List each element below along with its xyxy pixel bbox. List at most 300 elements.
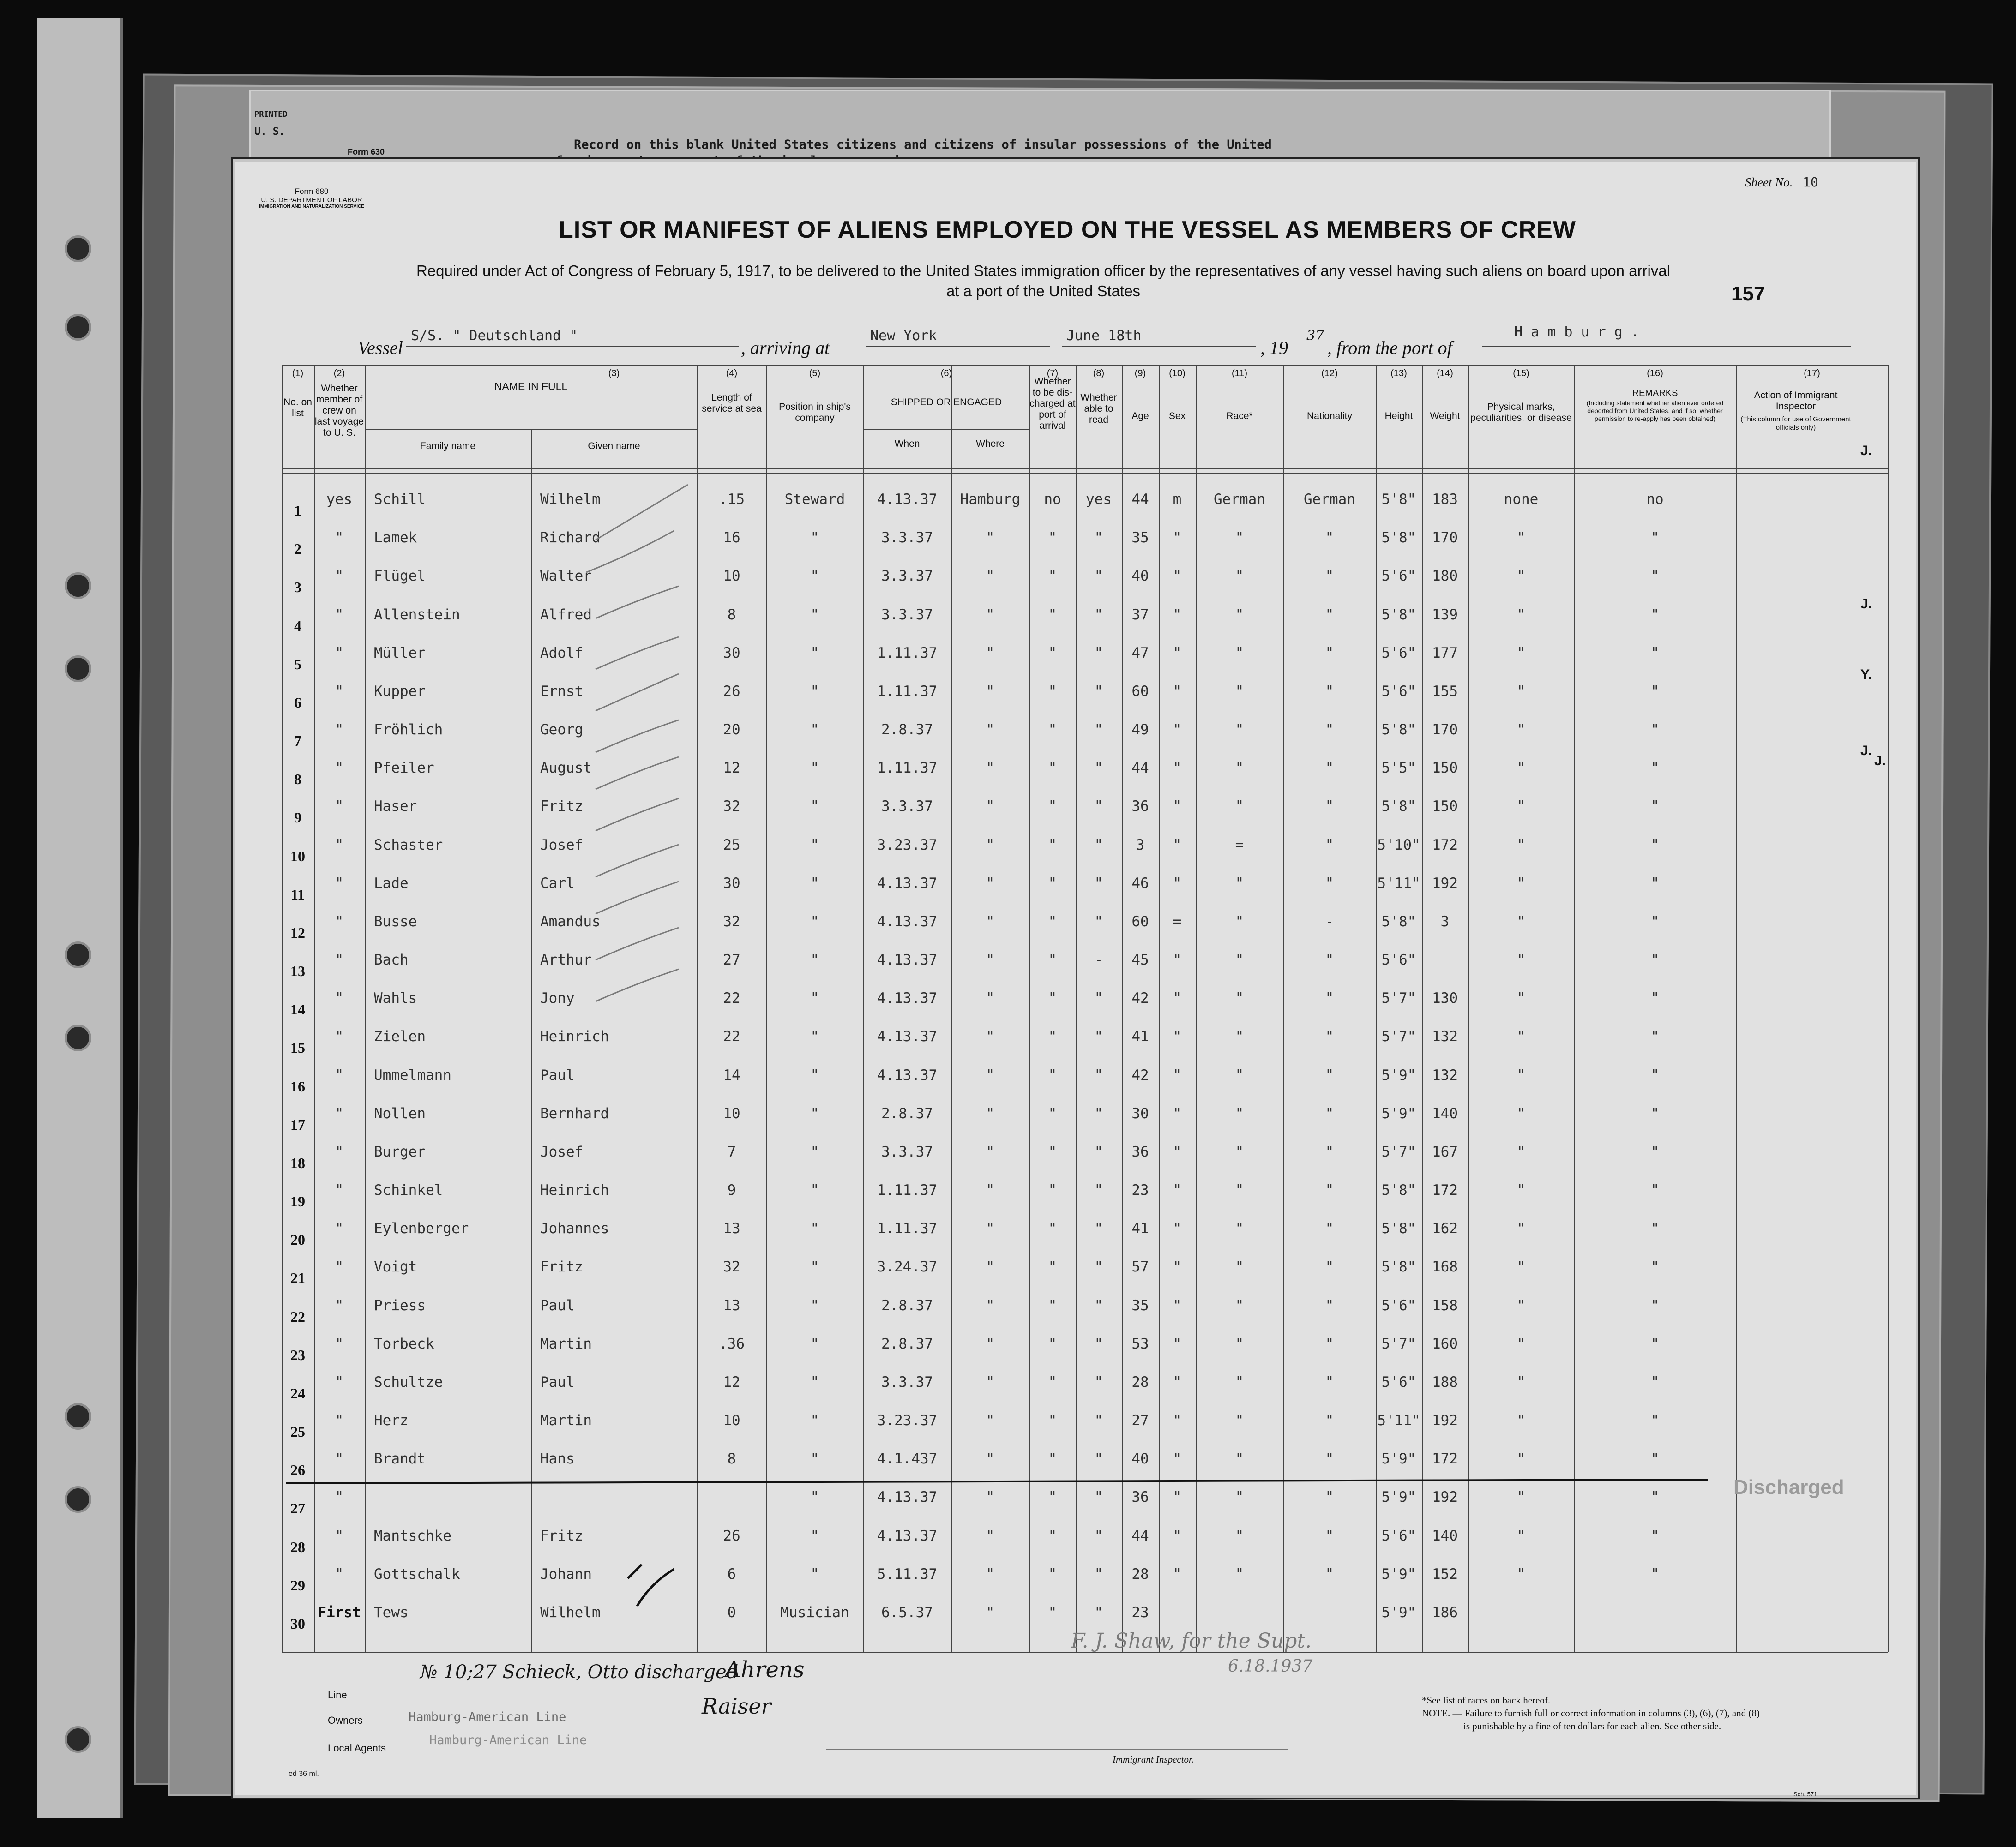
from-port-label: , from the port of <box>1327 337 1452 358</box>
cell-position: " <box>810 1373 819 1391</box>
cell-crew: " <box>335 1143 344 1160</box>
cell-remarks: " <box>1650 1565 1660 1583</box>
cell-height: 5'8" <box>1381 491 1416 508</box>
row-number: 24 <box>290 1385 305 1402</box>
cell-nat: " <box>1325 1259 1334 1276</box>
cell-crew: " <box>335 1335 344 1352</box>
cell-age: 40 <box>1131 568 1149 585</box>
cell-age: 42 <box>1131 1067 1149 1084</box>
sheet-no-value: 10 <box>1803 174 1818 190</box>
cell-nat: " <box>1325 1105 1334 1122</box>
cell-sex: " <box>1173 1143 1182 1160</box>
back-printed-label: PRINTED <box>254 110 288 119</box>
cell-given: Martin <box>540 1335 592 1352</box>
cell-sex: " <box>1173 1105 1182 1122</box>
cell-read: " <box>1094 1259 1103 1276</box>
row-number: 5 <box>294 655 301 672</box>
ink-tick-mark <box>623 1555 679 1611</box>
cell-position: " <box>810 529 819 546</box>
cell-marks: " <box>1517 606 1526 623</box>
cell-disch: " <box>1048 875 1057 892</box>
header-able-to-read: Whether able to read <box>1080 392 1117 425</box>
cell-crew: " <box>335 1105 344 1122</box>
cell-where: " <box>986 1028 995 1045</box>
cell-remarks: " <box>1650 836 1660 853</box>
cell-given: Fritz <box>540 1527 584 1544</box>
cell-weight: 132 <box>1432 1028 1458 1045</box>
cell-when: 4.13.37 <box>877 875 938 892</box>
cell-read: " <box>1094 683 1103 700</box>
cell-nat: - <box>1325 913 1334 930</box>
cell-height: 5'6" <box>1381 644 1416 661</box>
cell-sex: " <box>1173 529 1182 546</box>
row-number: 29 <box>290 1577 305 1594</box>
cell-crew: " <box>335 760 344 777</box>
cell-age: 27 <box>1131 1412 1149 1429</box>
cell-given: Hans <box>540 1451 575 1468</box>
column-number: (16) <box>1647 368 1663 378</box>
cell-position: " <box>810 952 819 969</box>
cell-family: Schultze <box>374 1373 443 1391</box>
cell-disch: " <box>1048 683 1057 700</box>
cell-position: " <box>810 1143 819 1160</box>
cell-height: 5'9" <box>1381 1489 1416 1506</box>
cell-read: " <box>1094 1451 1103 1468</box>
binder-hole <box>65 235 91 262</box>
cell-service: 10 <box>723 1105 740 1122</box>
cell-given: Fritz <box>540 798 584 815</box>
cell-marks: " <box>1517 1182 1526 1199</box>
row-number: 16 <box>290 1078 305 1095</box>
cell-read: " <box>1094 1527 1103 1544</box>
cell-given: Richard <box>540 529 601 546</box>
row-number: 12 <box>290 924 305 941</box>
cell-position: " <box>810 1335 819 1352</box>
cell-read: yes <box>1086 491 1112 508</box>
column-number: (10) <box>1169 368 1186 378</box>
column-number: (1) <box>292 368 304 378</box>
cell-sex: " <box>1173 1373 1182 1391</box>
header-family-name: Family name <box>420 441 476 451</box>
pencil-tick <box>596 882 679 914</box>
cell-disch: " <box>1048 1259 1057 1276</box>
cell-race: " <box>1235 1143 1244 1160</box>
cell-age: 45 <box>1131 952 1149 969</box>
cell-nat: " <box>1325 1527 1334 1544</box>
cell-race: " <box>1235 760 1244 777</box>
cell-when: 1.11.37 <box>877 644 938 661</box>
header-inspector-note: (This column for use of Government officials only) <box>1740 415 1851 432</box>
cell-sex: " <box>1173 1028 1182 1045</box>
cell-crew: yes <box>326 491 352 508</box>
cell-crew: " <box>335 1489 344 1506</box>
cell-nat: " <box>1325 1220 1334 1237</box>
cell-service: 22 <box>723 1028 740 1045</box>
cell-marks: " <box>1517 1451 1526 1468</box>
cell-crew: " <box>335 1412 344 1429</box>
cell-where: " <box>986 529 995 546</box>
cell-sex: " <box>1173 1067 1182 1084</box>
cell-service: 9 <box>727 1182 736 1199</box>
cell-when: 4.13.37 <box>877 1067 938 1084</box>
cell-when: 3.3.37 <box>881 568 933 585</box>
cell-race: " <box>1235 1451 1244 1468</box>
cell-where: " <box>986 1604 995 1621</box>
cell-crew: " <box>335 798 344 815</box>
margin-mark: J. <box>1860 743 1872 758</box>
cell-when: 1.11.37 <box>877 683 938 700</box>
owners-value: Hamburg-American Line <box>409 1710 566 1724</box>
column-rule <box>282 365 283 1652</box>
cell-read: " <box>1094 529 1103 546</box>
cell-position: " <box>810 1220 819 1237</box>
cell-sex: " <box>1173 1527 1182 1544</box>
cell-when: 4.13.37 <box>877 1527 938 1544</box>
cell-sex: " <box>1173 644 1182 661</box>
cell-sex: " <box>1173 568 1182 585</box>
cell-disch: no <box>1044 491 1061 508</box>
row-number: 30 <box>290 1615 305 1632</box>
cell-crew: " <box>335 683 344 700</box>
cell-service: 7 <box>727 1143 736 1160</box>
cell-disch: " <box>1048 1335 1057 1352</box>
row-number: 13 <box>290 963 305 980</box>
cell-weight: 172 <box>1432 1451 1458 1468</box>
cell-position: Steward <box>784 491 845 508</box>
cell-where: " <box>986 1451 995 1468</box>
cell-position: " <box>810 836 819 853</box>
cell-race: " <box>1235 1259 1244 1276</box>
cell-sex: " <box>1173 836 1182 853</box>
cell-weight: 150 <box>1432 798 1458 815</box>
cell-family: Mantschke <box>374 1527 451 1544</box>
cell-race: " <box>1235 1412 1244 1429</box>
cell-race: " <box>1235 913 1244 930</box>
row-27-strikethrough <box>286 1479 1708 1484</box>
cell-service: 12 <box>723 760 740 777</box>
cell-remarks: " <box>1650 1220 1660 1237</box>
cell-race: " <box>1235 1182 1244 1199</box>
cell-crew: " <box>335 875 344 892</box>
cell-remarks: " <box>1650 875 1660 892</box>
header-length-of-service: Length of service at sea <box>702 392 762 414</box>
row-number: 19 <box>290 1193 305 1210</box>
column-rule <box>1574 365 1575 1652</box>
cell-service: 14 <box>723 1067 740 1084</box>
cell-nat: " <box>1325 760 1334 777</box>
header-position: Position in ship's company <box>779 402 851 423</box>
column-number: (13) <box>1390 368 1407 378</box>
cell-weight: 180 <box>1432 568 1458 585</box>
cell-given: Adolf <box>540 644 584 661</box>
cell-when: 4.13.37 <box>877 1489 938 1506</box>
cell-given: Paul <box>540 1373 575 1391</box>
cell-where: " <box>986 644 995 661</box>
header-when: When <box>894 438 920 449</box>
header-no-on-list: No. on list <box>283 397 312 419</box>
cell-weight: 172 <box>1432 1182 1458 1199</box>
cell-where: " <box>986 1489 995 1506</box>
cell-marks: " <box>1517 568 1526 585</box>
cell-nat: " <box>1325 644 1334 661</box>
row-number: 27 <box>290 1500 305 1517</box>
row-number: 3 <box>294 579 301 596</box>
cell-crew: " <box>335 1527 344 1544</box>
cell-crew: First <box>318 1604 361 1621</box>
cell-position: " <box>810 1105 819 1122</box>
row-number: 8 <box>294 771 301 788</box>
header-remarks-note: (Including statement whether alien ever ordered deported from United States, and if so, whether permission to re-apply has been obtained) <box>1586 399 1724 422</box>
cell-sex: m <box>1173 491 1182 508</box>
back-us-label: U. S. <box>254 126 285 138</box>
cell-age: 57 <box>1131 1259 1149 1276</box>
cell-remarks: " <box>1650 1489 1660 1506</box>
cell-marks: " <box>1517 1527 1526 1544</box>
cell-marks: " <box>1517 529 1526 546</box>
column-number: (5) <box>809 368 821 378</box>
cell-where: " <box>986 760 995 777</box>
back-form-number: Form 630 <box>347 147 385 156</box>
cell-remarks: " <box>1650 760 1660 777</box>
cell-height: 5'8" <box>1381 1259 1416 1276</box>
cell-read: " <box>1094 1335 1103 1352</box>
cell-age: 30 <box>1131 1105 1149 1122</box>
cell-sex: " <box>1173 760 1182 777</box>
cell-family: Tews <box>374 1604 409 1621</box>
cell-where: " <box>986 1527 995 1544</box>
cell-where: " <box>986 683 995 700</box>
cell-age: 44 <box>1131 491 1149 508</box>
cell-family: Flügel <box>374 568 426 585</box>
cell-crew: " <box>335 606 344 623</box>
cell-marks: none <box>1504 491 1539 508</box>
cell-marks: " <box>1517 1105 1526 1122</box>
cell-height: 5'9" <box>1381 1451 1416 1468</box>
cell-nat: " <box>1325 1373 1334 1391</box>
cell-age: 28 <box>1131 1373 1149 1391</box>
cell-read: " <box>1094 606 1103 623</box>
cell-race: " <box>1235 875 1244 892</box>
cell-remarks: " <box>1650 1259 1660 1276</box>
cell-nat: " <box>1325 721 1334 738</box>
pencil-tick-marks <box>568 480 716 1061</box>
cell-weight: 167 <box>1432 1143 1458 1160</box>
form-department: U. S. DEPARTMENT OF LABOR <box>261 196 362 204</box>
row-number: 14 <box>290 1001 305 1018</box>
cell-nat: " <box>1325 952 1334 969</box>
header-shipped-engaged: SHIPPED OR ENGAGED <box>891 397 1002 408</box>
cell-service: 32 <box>723 913 740 930</box>
row-number: 10 <box>290 847 305 864</box>
races-note: *See list of races on back hereof. <box>1422 1695 1551 1706</box>
row-number: 20 <box>290 1231 305 1248</box>
cell-age: 44 <box>1131 760 1149 777</box>
cell-position: " <box>810 1028 819 1045</box>
cell-crew: " <box>335 990 344 1007</box>
header-bottom-rule <box>282 468 1888 469</box>
cell-position: " <box>810 1259 819 1276</box>
signature-raiser: Raiser <box>702 1694 771 1719</box>
cell-given: Paul <box>540 1067 575 1084</box>
binder-hole <box>65 655 91 682</box>
cell-when: 3.3.37 <box>881 1373 933 1391</box>
binder-strip <box>37 18 123 1818</box>
cell-race: " <box>1235 1028 1244 1045</box>
cell-when: 4.13.37 <box>877 1028 938 1045</box>
cell-disch: " <box>1048 1105 1057 1122</box>
cell-height: 5'11" <box>1377 1412 1420 1429</box>
cell-position: " <box>810 1412 819 1429</box>
row-number: 4 <box>294 617 301 634</box>
cell-height: 5'7" <box>1381 1028 1416 1045</box>
cell-when: 3.3.37 <box>881 798 933 815</box>
cell-remarks: " <box>1650 606 1660 623</box>
cell-service: 10 <box>723 1412 740 1429</box>
cell-position: " <box>810 1451 819 1468</box>
cell-disch: " <box>1048 568 1057 585</box>
cell-weight: 170 <box>1432 529 1458 546</box>
cell-remarks: " <box>1650 1297 1660 1314</box>
cell-given: Paul <box>540 1297 575 1314</box>
cell-service: 32 <box>723 1259 740 1276</box>
cell-position: " <box>810 568 819 585</box>
cell-marks: " <box>1517 913 1526 930</box>
cell-age: 3 <box>1136 836 1145 853</box>
cell-height: 5'8" <box>1381 913 1416 930</box>
cell-family: Gottschalk <box>374 1565 460 1583</box>
binder-hole <box>65 941 91 968</box>
cell-family: Brandt <box>374 1451 426 1468</box>
cell-nat: " <box>1325 529 1334 546</box>
footer-notes <box>1422 1694 1884 1733</box>
cell-nat: German <box>1304 491 1355 508</box>
cell-read: " <box>1094 1489 1103 1506</box>
cell-weight: 160 <box>1432 1335 1458 1352</box>
inspector-signature-line <box>826 1749 1288 1750</box>
cell-remarks: " <box>1650 1335 1660 1352</box>
owners-label: Owners <box>328 1715 363 1726</box>
date-underline <box>1062 346 1256 347</box>
cell-when: 2.8.37 <box>881 721 933 738</box>
cell-position: " <box>810 683 819 700</box>
cell-disch: " <box>1048 1297 1057 1314</box>
cell-height: 5'10" <box>1377 836 1420 853</box>
cell-family: Pfeiler <box>374 760 434 777</box>
cell-read: " <box>1094 875 1103 892</box>
cell-weight: 150 <box>1432 760 1458 777</box>
cell-given: Arthur <box>540 952 592 969</box>
sheet-no-label: Sheet No. <box>1745 175 1793 189</box>
cell-height: 5'8" <box>1381 798 1416 815</box>
cell-crew: " <box>335 1373 344 1391</box>
cell-height: 5'6" <box>1381 1373 1416 1391</box>
cell-sex: " <box>1173 875 1182 892</box>
cell-read: " <box>1094 1143 1103 1160</box>
cell-position: " <box>810 1527 819 1544</box>
cell-position: " <box>810 798 819 815</box>
cell-remarks: " <box>1650 1028 1660 1045</box>
cell-when: 5.11.37 <box>877 1565 938 1583</box>
cell-position: " <box>810 1182 819 1199</box>
cell-remarks: " <box>1650 798 1660 815</box>
cell-family: Voigt <box>374 1259 417 1276</box>
cell-weight: 170 <box>1432 721 1458 738</box>
penalty-note-2: is punishable by a fine of ten dollars for each alien. See other side. <box>1463 1721 1721 1732</box>
header-crew-last-voyage: Whether member of crew on last voyage to U. S. <box>314 383 364 438</box>
cell-family: Busse <box>374 913 417 930</box>
cell-age: 60 <box>1131 683 1149 700</box>
cell-race: " <box>1235 1489 1244 1506</box>
cell-position: " <box>810 721 819 738</box>
cell-when: 4.13.37 <box>877 491 938 508</box>
cell-given: Heinrich <box>540 1028 609 1045</box>
row-number: 15 <box>290 1039 305 1056</box>
column-rule <box>1283 365 1284 1652</box>
cell-weight: 192 <box>1432 1412 1458 1429</box>
name-subrule <box>365 429 697 430</box>
cell-where: " <box>986 913 995 930</box>
cell-where: " <box>986 990 995 1007</box>
pencil-tick <box>596 485 688 540</box>
pencil-tick <box>596 757 679 789</box>
pencil-tick <box>596 798 679 831</box>
cell-remarks: " <box>1650 990 1660 1007</box>
cell-given: Wilhelm <box>540 1604 601 1621</box>
row-number: 28 <box>290 1538 305 1555</box>
cell-weight: 192 <box>1432 875 1458 892</box>
cell-family: Wahls <box>374 990 417 1007</box>
cell-where: " <box>986 568 995 585</box>
cell-marks: " <box>1517 875 1526 892</box>
cell-where: " <box>986 1220 995 1237</box>
signature-ahrens: Ahrens <box>725 1657 805 1683</box>
cell-remarks: " <box>1650 952 1660 969</box>
cell-age: 41 <box>1131 1028 1149 1045</box>
cell-position: " <box>810 1067 819 1084</box>
handwritten-note: № 10;27 Schieck, Otto discharged <box>420 1661 739 1683</box>
cell-age: 37 <box>1131 606 1149 623</box>
cell-read: " <box>1094 1220 1103 1237</box>
binder-hole <box>65 572 91 599</box>
cell-height: 5'6" <box>1381 1527 1416 1544</box>
cell-where: " <box>986 1373 995 1391</box>
cell-nat: " <box>1325 798 1334 815</box>
cell-position: " <box>810 760 819 777</box>
cell-when: 4.13.37 <box>877 913 938 930</box>
cell-race: " <box>1235 1067 1244 1084</box>
cell-disch: " <box>1048 1565 1057 1583</box>
cell-crew: " <box>335 568 344 585</box>
cell-height: 5'5" <box>1381 760 1416 777</box>
cell-weight: 188 <box>1432 1373 1458 1391</box>
cell-disch: " <box>1048 952 1057 969</box>
cell-nat: " <box>1325 1489 1334 1506</box>
local-agents-label: Local Agents <box>328 1742 386 1754</box>
row-number: 2 <box>294 540 301 558</box>
cell-service: 8 <box>727 1451 736 1468</box>
back-record-line-1: Record on this blank United States citizens and citizens of insular possessions of the United <box>574 138 1272 152</box>
cell-disch: " <box>1048 721 1057 738</box>
header-name-in-full: NAME IN FULL <box>494 380 568 392</box>
cell-position: " <box>810 644 819 661</box>
cell-given: Fritz <box>540 1259 584 1276</box>
cell-position: " <box>810 1565 819 1583</box>
column-number: (7) <box>1047 368 1059 378</box>
cell-age: 35 <box>1131 1297 1149 1314</box>
cell-crew: " <box>335 1451 344 1468</box>
cell-marks: " <box>1517 644 1526 661</box>
header-sex: Sex <box>1168 411 1186 421</box>
